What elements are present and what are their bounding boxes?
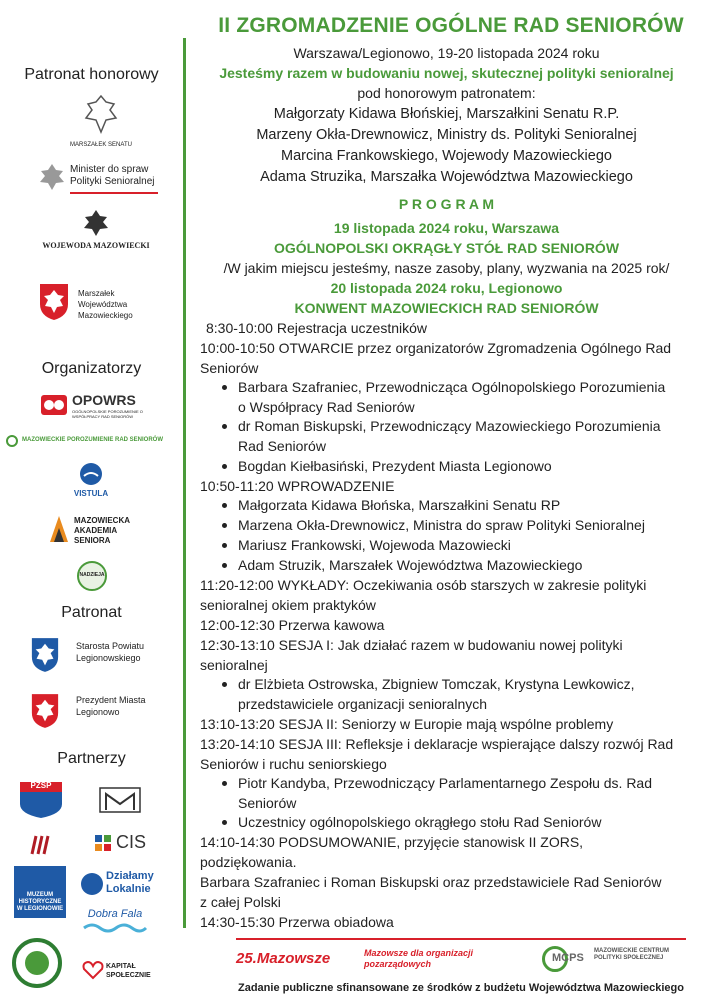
section-organizers: Organizatorzy	[41, 360, 142, 377]
day1-date: 19 listopada 2024 roku, Warszawa	[333, 220, 560, 236]
program-header: P R O G R A M	[398, 196, 495, 212]
mks-logo	[48, 514, 148, 548]
zremiosko-logo	[12, 938, 62, 988]
speaker-item: dr Roman Biskupski, Przewodniczący Mazowieckiego Porozumienia	[238, 416, 698, 436]
nadzieja-label: NADZIEJA	[79, 572, 105, 578]
opowrs-label: OPOWRS	[72, 392, 136, 408]
section-patronage: Patronat	[61, 604, 122, 621]
speaker-item-cont: Seniorów	[238, 795, 297, 811]
speaker-item: Bogdan Kiełbasiński, Prezydent Miasta Legionowo	[238, 456, 698, 476]
schedule-line: Seniorów	[200, 360, 259, 376]
sidebar	[0, 0, 183, 1000]
dzialamy-label: Działamy Lokalnie	[106, 870, 154, 895]
speaker-item: Piotr Kandyba, Przewodniczący Parlamentarnego Zespołu ds. Rad	[238, 773, 698, 793]
prezydent-label: Prezydent Miasta Legionowo	[76, 695, 146, 717]
speaker-item-cont: przedstawiciele organizacji senioralnych	[238, 696, 488, 712]
schedule-line: 14:30-15:30 Przerwa obiadowa	[200, 914, 394, 930]
schedule-line: 14:10-14:30 PODSUMOWANIE, przyjęcie stanowisk II ZORS,	[200, 834, 584, 850]
speaker-item: Uczestnicy ogólnopolskiego okrągłego stołu Rad Seniorów	[238, 812, 698, 832]
section-partners: Partnerzy	[57, 750, 126, 767]
mpr-label: MAZOWIECKIE POROZUMIENIE RAD SENIORÓW	[22, 437, 163, 443]
schedule-line: 11:20-12:00 WYKŁADY: Oczekiwania osób starszych w zakresie polityki	[200, 577, 647, 593]
pzsp-logo	[18, 780, 64, 820]
pzsp-label: PZSP	[30, 781, 52, 790]
patron-2: Marzeny Okła-Drewnowicz, Ministry ds. Polityki Senioralnej	[256, 127, 637, 143]
schedule-line: Seniorów i ruchu seniorskiego	[200, 756, 387, 772]
cis-logo	[94, 832, 154, 858]
opowrs-logo	[40, 392, 160, 424]
day1-subtitle: /W jakim miejscu jesteśmy, nasze zasoby, plany, wyzwania na 2025 rok/	[223, 260, 670, 276]
page-title: II ZGROMADZENIE OGÓLNE RAD SENIORÓW	[218, 14, 684, 37]
speaker-item: Małgorzata Kidawa Błońska, Marszałkini Senatu RP	[238, 495, 698, 515]
footer-text: Zadanie publiczne sfinansowane ze środków z budżetu Województwa Mazowieckiego	[238, 982, 684, 994]
dobra-fala-logo	[82, 908, 148, 934]
schedule-line: 13:10-13:20 SESJA II: Seniorzy w Europie mają wspólne problemy	[200, 716, 614, 732]
schedule-line: 10:50-11:20 WPROWADZENIE	[200, 478, 395, 494]
wojewoda-logo	[36, 208, 156, 252]
day2-date: 20 listopada 2024 roku, Legionowo	[330, 280, 563, 296]
wojewoda-label: WOJEWODA MAZOWIECKI	[42, 241, 150, 250]
footer-logo-ngo: Mazowsze dla organizacji pozarządowych	[364, 948, 474, 969]
patron-4: Adama Struzika, Marszałka Województwa Mazowieckiego	[260, 169, 633, 185]
marszalek-label: Marszałek Województwa Mazowieckiego	[78, 289, 133, 320]
library-logo	[20, 832, 66, 862]
section-honorary: Patronat honorowy	[24, 66, 159, 83]
footer-logo-25mazowsze: 25.Mazowsze	[236, 950, 331, 967]
muzeum-logo	[14, 866, 66, 918]
footer-logo-mcps-sub: MAZOWIECKIE CENTRUM POLITYKI SPOŁECZNEJ	[594, 948, 669, 961]
patronage-intro: pod honorowym patronatem:	[357, 85, 536, 101]
speaker-item: Barbara Szafraniec, Przewodnicząca Ogólnopolskiego Porozumienia	[238, 377, 698, 397]
dzialamy-logo	[80, 870, 156, 902]
speaker-item-cont: Rad Seniorów	[238, 438, 326, 454]
schedule-line: 10:00-10:50 OTWARCIE przez organizatorów Zgromadzenia Ogólnego Rad	[200, 340, 672, 356]
schedule-line: senioralnej okiem praktyków	[200, 597, 376, 613]
motto: Jesteśmy razem w budowaniu nowej, skutecznej polityki senioralnej	[219, 65, 674, 81]
schedule-line: z całej Polski	[200, 894, 281, 910]
dobra-fala-label: Dobra Fala	[87, 908, 143, 920]
senat-logo	[66, 92, 136, 148]
speaker-item: dr Elżbieta Ostrowska, Zbigniew Tomczak, Krystyna Lewkowicz,	[238, 674, 698, 694]
schedule-line: 12:00-12:30 Przerwa kawowa	[200, 617, 385, 633]
opowrs-sub: OGÓLNOPOLSKIE POROZUMIENIE O WSPÓŁPRACY RAD SENIORÓW	[72, 409, 143, 419]
mpr-logo	[6, 434, 184, 448]
schedule-line: 8:30-10:00 Rejestracja uczestników	[206, 320, 428, 336]
speaker-item-cont: o Współpracy Rad Seniorów	[238, 399, 415, 415]
footer-logo-mcps: MCPS	[552, 952, 584, 964]
speaker-item: Marzena Okła-Drewnowicz, Ministra do spraw Polityki Senioralnej	[238, 515, 698, 535]
day2-name: KONWENT MAZOWIECKICH RAD SENIORÓW	[294, 300, 599, 316]
schedule-line: senioralnej	[200, 657, 268, 673]
muzeum-label: MUZEUM HISTORYCZNE W LEGIONOWIE	[16, 892, 64, 912]
place-date: Warszawa/Legionowo, 19-20 listopada 2024 roku	[293, 45, 600, 61]
kapital-logo	[82, 956, 162, 986]
day1-name: OGÓLNOPOLSKI OKRĄGŁY STÓŁ RAD SENIORÓW	[273, 240, 620, 256]
patron-1: Małgorzaty Kidawa Błońskiej, Marszałkini Senatu R.P.	[273, 106, 620, 122]
senat-label: MARSZAŁEK SENATU	[70, 142, 132, 148]
schedule-line: 13:20-14:10 SESJA III: Refleksje i deklaracje wspierające dalszy rozwój Rad	[200, 736, 674, 752]
patron-3: Marcina Frankowskiego, Wojewody Mazowieckiego	[281, 148, 612, 164]
mks-label: MAZOWIECKA AKADEMIA SENIORA	[74, 516, 130, 545]
art-logo	[96, 784, 152, 818]
speaker-item: Adam Struzik, Marszałek Województwa Mazowieckiego	[238, 555, 698, 575]
schedule-line: 12:30-13:10 SESJA I: Jak działać razem w budowaniu nowej polityki	[200, 637, 623, 653]
minister-logo	[38, 162, 158, 198]
schedule-line: Barbara Szafraniec i Roman Biskupski oraz przedstawiciele Rad Seniorów	[200, 874, 662, 890]
minister-label: Minister do spraw Polityki Senioralnej	[70, 164, 155, 187]
vistula-label: VISTULA	[73, 489, 109, 498]
cis-label: CIS	[116, 832, 147, 852]
speaker-item: Mariusz Frankowski, Wojewoda Mazowiecki	[238, 535, 698, 555]
starosta-label: Starosta Powiatu Legionowskiego	[76, 641, 145, 663]
schedule-line: podziękowania.	[200, 854, 297, 870]
prezydent-logo	[30, 692, 170, 736]
vistula-logo	[66, 462, 116, 502]
kapital-label: KAPITAŁ SPOŁECZNIE	[106, 963, 151, 979]
starosta-logo	[30, 636, 170, 680]
marszalek-logo	[38, 282, 158, 338]
nadzieja-logo	[76, 560, 108, 592]
